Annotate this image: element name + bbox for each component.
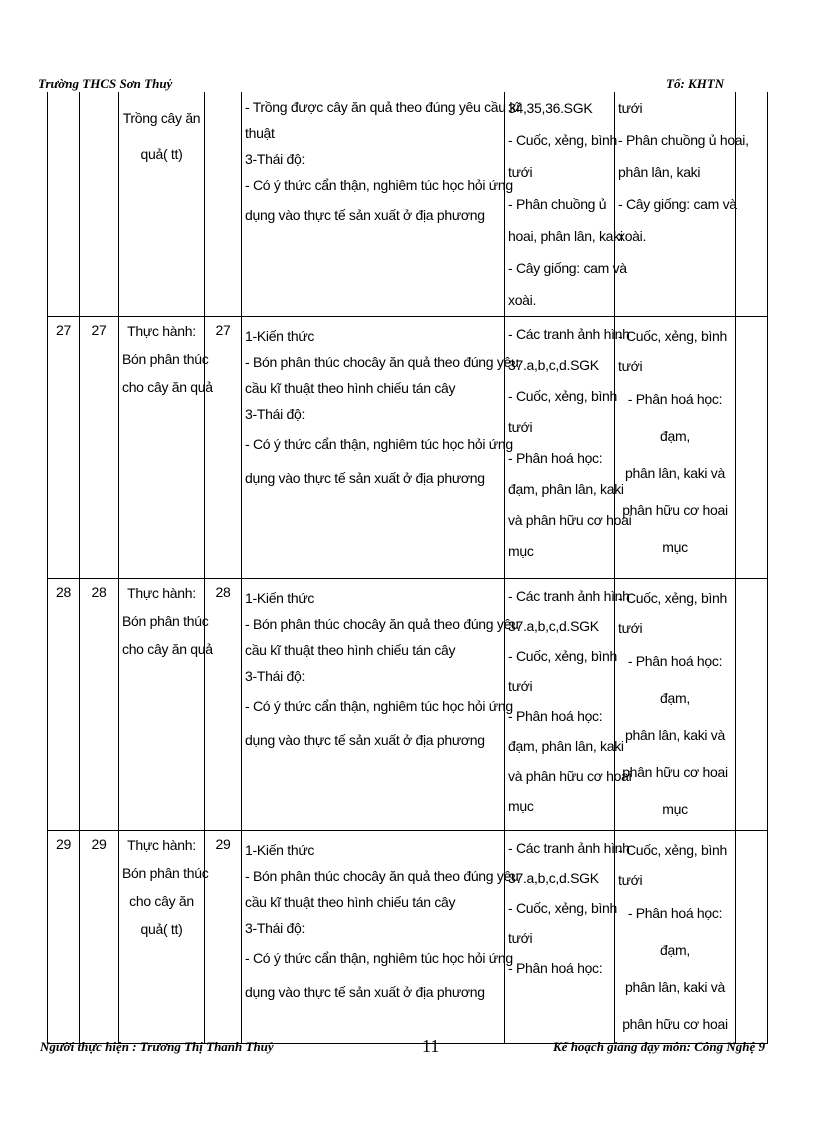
lesson-number-cell: 27 [205, 317, 242, 579]
lesson-number-cell: 29 [205, 831, 242, 1044]
material-line: tưới [508, 419, 533, 435]
objective-line: cầu kĩ thuật theo hình chiếu tán cây [245, 642, 456, 658]
prep-line: phân lân, kaki và [625, 979, 725, 995]
objective-line: 3-Thái độ: [245, 920, 306, 936]
lesson-number-cell [205, 92, 242, 317]
period-cell: 29 [80, 831, 119, 1044]
objective-line: - Có ý thức cẩn thận, nghiêm túc học hỏi ứng [245, 436, 513, 452]
title-line: Bón phân thúc [122, 351, 209, 367]
footer-subject: Kế hoạch giảng dạy môn: Công Nghệ 9 [553, 1039, 765, 1054]
prep-line: - Phân hoá học: đạm, [627, 905, 723, 958]
objective-line: - Trồng được cây ăn quả theo đúng yêu cầu kĩ [245, 99, 520, 115]
lesson-title-cell [119, 579, 213, 831]
title-line: quả( tt) [140, 921, 183, 937]
prep-line: mục [662, 801, 688, 817]
objective-line: cầu kĩ thuật theo hình chiếu tán cây [245, 894, 456, 910]
material-line: 34,35,36.SGK [508, 100, 593, 116]
objectives-cell [242, 317, 519, 579]
objective-line: 3-Thái độ: [245, 406, 306, 422]
objective-line: 1-Kiến thức [245, 590, 315, 606]
preparation-cell [615, 831, 736, 1044]
prep-line: - Cây giống: cam và [618, 196, 737, 212]
prep-line: phân lân, kaki và [625, 465, 725, 481]
preparation-cell [615, 92, 749, 317]
objective-line: thuật [245, 125, 275, 141]
prep-line: mục [662, 539, 688, 555]
week-cell [48, 92, 80, 317]
notes-cell [736, 317, 768, 579]
material-line: - Phân hoá học: [508, 708, 603, 724]
lesson-title-cell [119, 92, 205, 317]
week-cell: 29 [48, 831, 80, 1044]
objective-line: dụng vào thực tế sản xuất ở địa phương [245, 207, 485, 223]
period-cell: 27 [80, 317, 119, 579]
preparation-cell [615, 579, 736, 831]
materials-cell [505, 92, 627, 317]
material-line: - Các tranh ảnh hình [508, 326, 630, 342]
objectives-cell [242, 579, 519, 831]
material-line: hoai, phân lân, kaki [508, 228, 623, 244]
prep-line: phân hữu cơ hoai [622, 764, 728, 780]
preparation-cell [615, 317, 736, 579]
prep-line: - Cuốc, xẻng, bình [618, 590, 727, 606]
material-line: - Cuốc, xẻng, bình [508, 132, 617, 148]
objective-line: - Bón phân thúc chocây ăn quả theo đúng yêu [245, 354, 519, 370]
page-number: 11 [422, 1036, 440, 1056]
prep-line: - Phân hoá học: đạm, [627, 653, 723, 706]
prep-line: tưới [618, 872, 643, 888]
table-row [48, 317, 768, 579]
title-line: Thực hành: [127, 585, 196, 601]
objective-line: 1-Kiến thức [245, 842, 315, 858]
title-line: Thực hành: [127, 837, 196, 853]
material-line: tưới [508, 930, 533, 946]
material-line: xoài. [508, 292, 537, 308]
objective-line: - Có ý thức cẩn thận, nghiêm túc học hỏi ứng [245, 698, 513, 714]
prep-line: tưới [618, 100, 643, 116]
material-line: - Cây giống: cam và [508, 260, 627, 276]
objective-line: - Bón phân thúc chocây ăn quả theo đúng yêu [245, 868, 519, 884]
title-line: quả( tt) [140, 146, 183, 162]
objective-line: - Bón phân thúc chocây ăn quả theo đúng yêu [245, 616, 519, 632]
prep-line: - Cuốc, xẻng, bình [618, 842, 727, 858]
material-line: - Cuốc, xẻng, bình [508, 648, 617, 664]
material-line: - Cuốc, xẻng, bình [508, 388, 617, 404]
objective-line: 1-Kiến thức [245, 328, 315, 344]
material-line: - Cuốc, xẻng, bình [508, 900, 617, 916]
title-line: cho cây ăn [129, 893, 194, 909]
period-cell: 28 [80, 579, 119, 831]
prep-line: tưới [618, 620, 643, 636]
lesson-title-cell [119, 831, 209, 1044]
prep-line: phân hữu cơ hoai [622, 502, 728, 518]
title-line: Bón phân thúc [122, 865, 209, 881]
lesson-number-cell: 28 [205, 579, 242, 831]
footer-author: Người thực hiện : Trương Thị Thanh Thuỷ [40, 1039, 274, 1054]
table-row [48, 831, 768, 1044]
material-line: 37.a,b,c,d.SGK [508, 870, 599, 886]
title-line: Bón phân thúc [122, 613, 209, 629]
material-line: mục [508, 798, 534, 814]
notes-cell [736, 831, 768, 1044]
material-line: - Các tranh ảnh hình [508, 840, 630, 856]
material-line: - Phân chuồng ủ [508, 196, 607, 212]
material-line: 37.a,b,c,d.SGK [508, 357, 599, 373]
notes-cell [736, 579, 768, 831]
material-line: mục [508, 543, 534, 559]
title-line: Thực hành: [127, 323, 196, 339]
material-line: - Phân hoá học: [508, 450, 603, 466]
material-line: tưới [508, 678, 533, 694]
prep-line: - Phân hoá học: đạm, [627, 391, 723, 444]
objective-line: dụng vào thực tế sản xuất ở địa phương [245, 470, 485, 486]
material-line: 37.a,b,c,d.SGK [508, 618, 599, 634]
material-line: đạm, phân lân, kaki [508, 738, 624, 754]
objectives-cell [242, 831, 519, 1044]
prep-line: tưới [618, 358, 643, 374]
header-department: Tổ: KHTN [666, 76, 725, 91]
material-line: - Phân hoá học: [508, 960, 603, 976]
prep-line: - Phân chuồng ủ hoai, [618, 132, 749, 148]
title-line: cho cây ăn quả [122, 379, 213, 395]
objective-line: - Có ý thức cẩn thận, nghiêm túc học hỏi ứng [245, 177, 513, 193]
week-cell: 28 [48, 579, 80, 831]
objective-line: dụng vào thực tế sản xuất ở địa phương [245, 984, 485, 1000]
prep-line: phân lân, kaki [618, 164, 701, 180]
table-row [48, 92, 768, 317]
material-line: tưới [508, 164, 533, 180]
week-cell: 27 [48, 317, 80, 579]
title-line: cho cây ăn quả [122, 641, 213, 657]
lesson-title-cell [119, 317, 213, 579]
objective-line: 3-Thái độ: [245, 668, 306, 684]
title-line: Trồng cây ăn [122, 110, 201, 126]
lesson-plan-table [47, 92, 768, 1044]
materials-cell [505, 579, 632, 831]
materials-cell [505, 831, 630, 1044]
period-cell [80, 92, 119, 317]
objective-line: 3-Thái độ: [245, 151, 306, 167]
materials-cell [505, 317, 632, 579]
prep-line: phân lân, kaki và [625, 727, 725, 743]
prep-line: phân hữu cơ hoai [622, 1016, 728, 1032]
table-row [48, 579, 768, 831]
prep-line: xoài. [618, 228, 647, 244]
objective-line: dụng vào thực tế sản xuất ở địa phương [245, 732, 485, 748]
material-line: và phân hữu cơ hoai [508, 768, 632, 784]
material-line: - Các tranh ảnh hình [508, 588, 630, 604]
material-line: và phân hữu cơ hoai [508, 512, 632, 528]
objective-line: cầu kĩ thuật theo hình chiếu tán cây [245, 380, 456, 396]
objective-line: - Có ý thức cẩn thận, nghiêm túc học hỏi ứng [245, 950, 513, 966]
notes-cell [736, 92, 768, 317]
header-school: Trường THCS Sơn Thuỷ [38, 76, 173, 91]
material-line: đạm, phân lân, kaki [508, 481, 624, 497]
objectives-cell [242, 92, 520, 317]
prep-line: - Cuốc, xẻng, bình [618, 328, 727, 344]
